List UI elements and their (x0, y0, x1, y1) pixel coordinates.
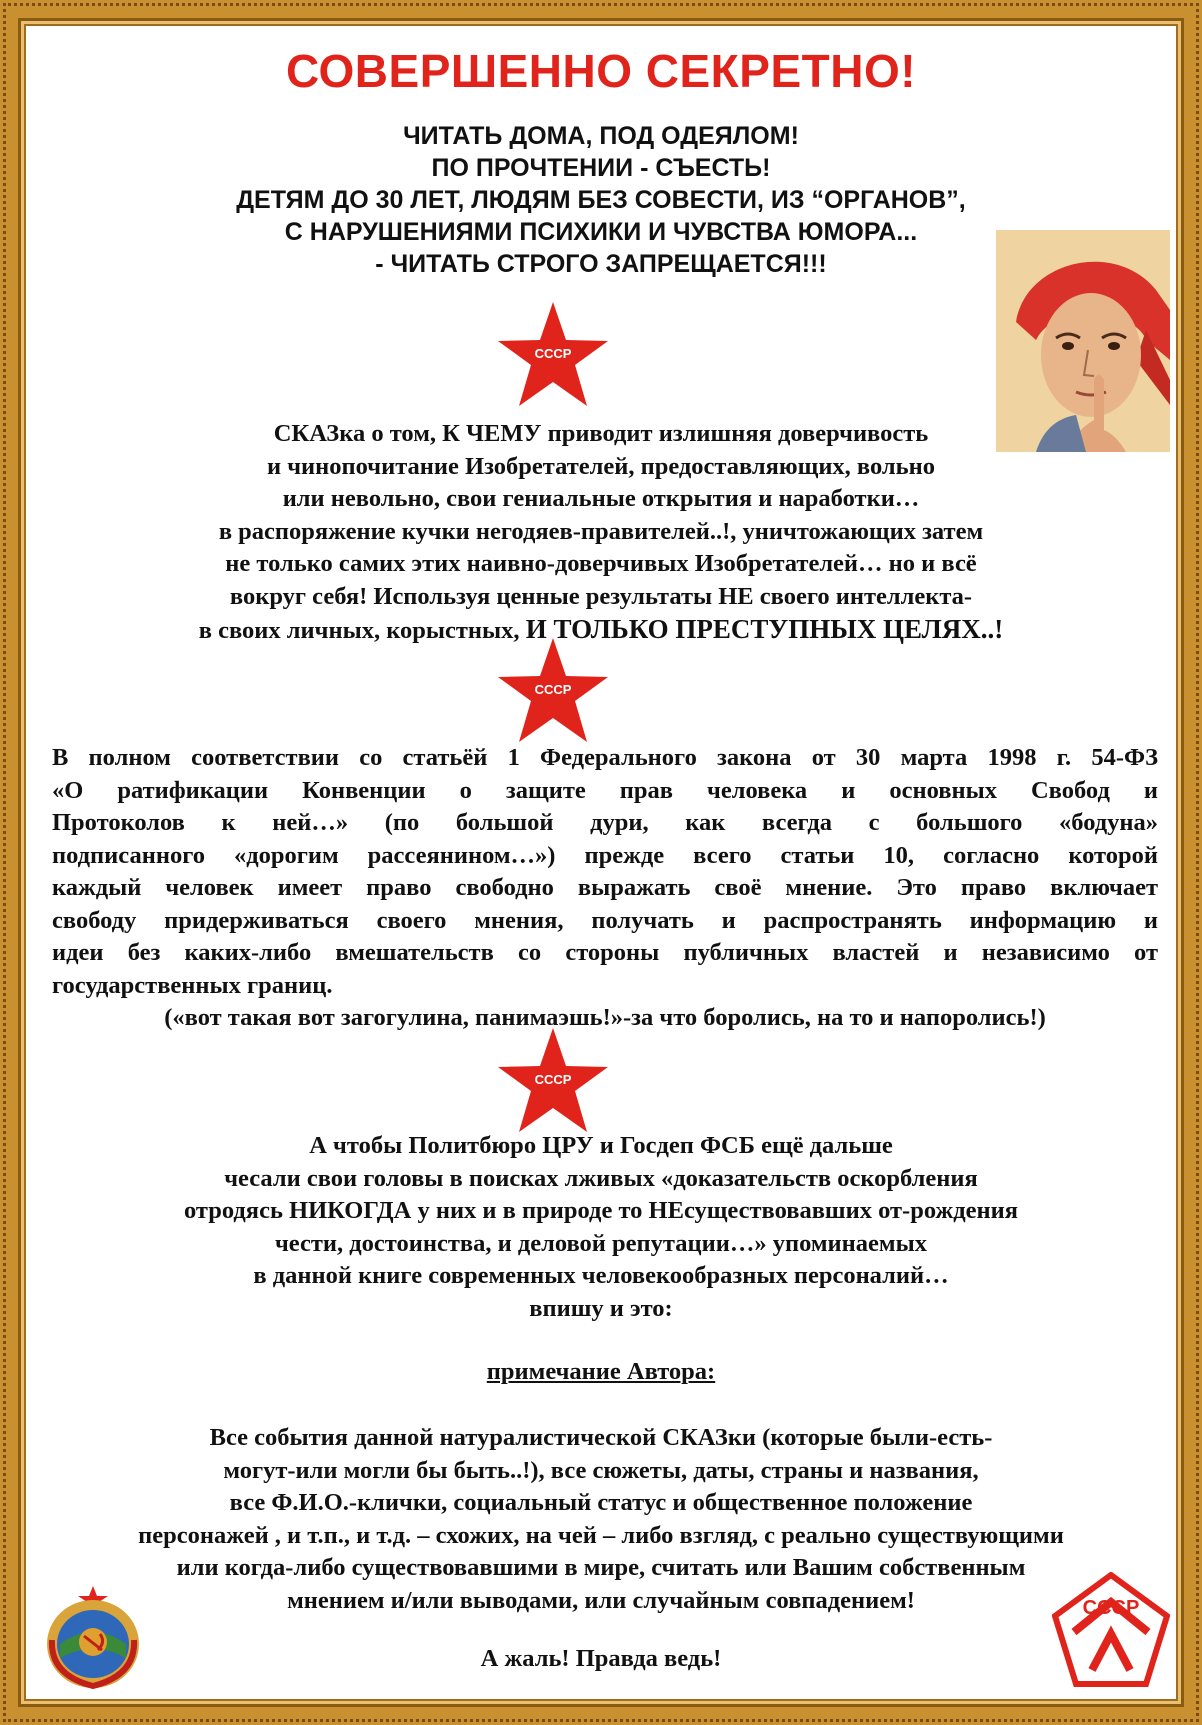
warning-line: ПО ПРОЧТЕНИИ - СЪЕСТЬ! (431, 154, 771, 182)
red-star-icon (498, 302, 608, 406)
law-quote: («вот такая вот загогулина, панимаэшь!»-за что боролись, на то и напоролись!) (164, 1004, 1046, 1031)
intro-line: в данной книге современных человекообразных персоналий… (253, 1262, 949, 1289)
red-star-icon (498, 638, 608, 742)
star-label: СССР (534, 1072, 572, 1087)
note-line: или когда-либо существовавшими в мире, считать или Вашим собственным (176, 1554, 1026, 1581)
law-line: государственных границ. (52, 971, 333, 999)
warning-line: ДЕТЯМ ДО 30 ЛЕТ, ЛЮДЯМ БЕЗ СОВЕСТИ, ИЗ “ОРГАНОВ”, (236, 186, 966, 214)
law-paragraph (52, 742, 1158, 1035)
tale-line: не только самих этих наивно-доверчивых Изобретателей… но и всё (225, 550, 977, 577)
tale-line: вокруг себя! Используя ценные результаты НЕ своего интеллекта- (229, 582, 973, 610)
tale-last-line (0, 613, 1202, 648)
note-line: все Ф.И.О.-клички, социальный статус и общественное положение (229, 1489, 973, 1516)
note-line: мнением и/или выводами, или случайным совпадением! (287, 1586, 915, 1614)
law-line: В полном соответствии со статьёй 1 Федерального закона от 30 марта 1998 г. 54-ФЗ (52, 744, 1158, 771)
warning-line: - ЧИТАТЬ СТРОГО ЗАПРЕЩАЕТСЯ!!! (375, 250, 827, 278)
law-line: каждый человек имеет право свободно выражать своё мнение. Это право включает (52, 874, 1158, 901)
law-line: подписанного «дорогим рассеянином…») прежде всего статьи 10, согласно которой (52, 841, 1158, 869)
intro-line: впишу и это: (529, 1294, 673, 1322)
tale-last-prefix: в своих личных, корыстных, (198, 617, 526, 644)
disclaimer-intro (0, 1130, 1202, 1325)
ussr-emblem-icon (40, 1580, 146, 1692)
tale-last-emphasis: И ТОЛЬКО ПРЕСТУПНЫХ ЦЕЛЯХ..! (525, 614, 1004, 644)
quality-mark-label: СССР (1082, 1597, 1140, 1619)
closing-line: А жаль! Правда ведь! (480, 1645, 722, 1672)
tale-line: СКАЗка о том, К ЧЕМУ приводит излишняя доверчивость (273, 420, 929, 447)
star-label: СССР (534, 346, 572, 361)
warning-line: С НАРУШЕНИЯМИ ПСИХИКИ И ЧУВСТВА ЮМОРА... (284, 218, 918, 246)
warning-line: ЧИТАТЬ ДОМА, ПОД ОДЕЯЛОМ! (403, 122, 799, 150)
author-note-heading-text: примечание Автора: (486, 1358, 716, 1385)
red-star-icon (498, 1028, 608, 1132)
intro-line: А чтобы Политбюро ЦРУ и Госдеп ФСБ ещё дальше (309, 1132, 893, 1159)
intro-line: отродясь НИКОГДА у них и в природе то НЕсуществовавших от-рождения (183, 1197, 1019, 1224)
note-line: могут-или могли бы быть..!), все сюжеты, даты, страны и названия, (223, 1456, 979, 1484)
note-line: Все события данной натуралистической СКАЗки (которые были-есть- (209, 1424, 993, 1451)
tale-line: и чинопочитание Изобретателей, предоставляющих, вольно (266, 452, 935, 480)
author-note (0, 1422, 1202, 1617)
tale-line: в распоряжение кучки негодяев-правителей..!, уничтожающих затем (218, 517, 984, 545)
law-line: «О ратификации Конвенции о защите прав человека и основных Свобод и (52, 776, 1158, 804)
intro-line: чести, достоинства, и деловой репутации…» упоминаемых (274, 1229, 927, 1257)
page-title: СОВЕРШЕННО СЕКРЕТНО! (285, 45, 917, 97)
tale-paragraph (0, 418, 1202, 648)
law-line: Протоколов к ней…» (по большой дури, как всегда с большого «бодуна» (52, 809, 1158, 836)
note-line: персонажей , и т.п., и т.д. – схожих, на чей – либо взгляд, с реально существующими (138, 1521, 1064, 1549)
intro-line: чесали свои головы в поисках лживых «доказательств оскорбления (224, 1164, 978, 1192)
tale-line: или невольно, свои гениальные открытия и наработки… (282, 485, 920, 512)
star-label: СССР (534, 682, 572, 697)
author-note-heading (0, 1358, 1202, 1386)
law-line: свободу придерживаться своего мнения, получать и распространять информацию и (52, 906, 1158, 934)
quality-mark-icon (1052, 1572, 1170, 1690)
law-line: идеи без каких-либо вмешательств со стороны публичных властей и независимо от (52, 939, 1158, 966)
